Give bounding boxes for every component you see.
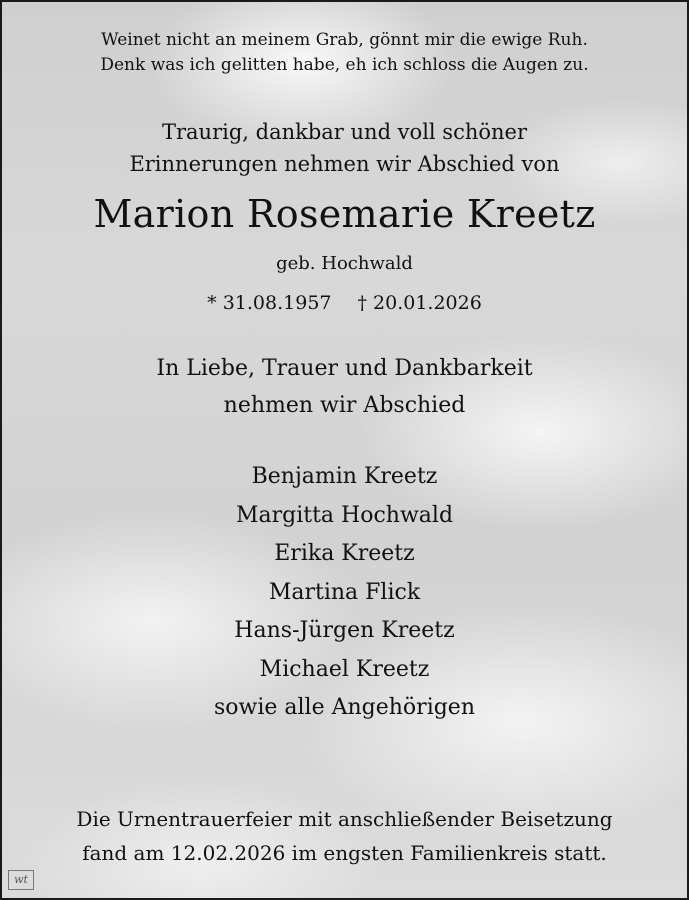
funeral-line-1: Die Urnentrauerfeier mit anschließender Beisetzung (76, 807, 613, 831)
mourner-item: sowie alle Angehörigen (213, 695, 475, 720)
poem-line-2: Denk was ich gelitten habe, eh ich schloss die Augen zu. (100, 55, 589, 75)
deceased-name: Marion Rosemarie Kreetz (93, 192, 596, 236)
mourner-item: Hans-Jürgen Kreetz (234, 618, 455, 643)
funeral-line-2: fand am 12.02.2026 im engsten Familienkreis statt. (82, 841, 607, 865)
farewell-text (2, 350, 687, 424)
mourner-item: Margitta Hochwald (235, 502, 454, 528)
funeral-info (2, 802, 687, 870)
farewell-line-2: nehmen wir Abschied (223, 393, 466, 418)
birth-name: geb. Hochwald (276, 253, 413, 274)
poem-line-1: Weinet nicht an meinem Grab, gönnt mir die ewige Ruh. (101, 30, 588, 50)
mourner-item: Erika Kreetz (274, 541, 415, 566)
publisher-logo-icon: wt (8, 870, 34, 890)
life-dates (2, 288, 687, 318)
mourners-list (2, 458, 687, 728)
poem (2, 28, 687, 78)
mourner-item: Martina Flick (268, 579, 421, 605)
mourner-item: Michael Kreetz (259, 656, 430, 682)
farewell-line-1: In Liebe, Trauer und Dankbarkeit (156, 356, 533, 381)
death-date: † 20.01.2026 (357, 292, 482, 314)
intro-line-1: Traurig, dankbar und voll schöner (161, 120, 527, 144)
intro-line-2: Erinnerungen nehmen wir Abschied von (129, 152, 560, 176)
mourner-item: Benjamin Kreetz (251, 464, 438, 489)
intro-text (2, 116, 687, 180)
birth-date: * 31.08.1957 (207, 292, 332, 314)
